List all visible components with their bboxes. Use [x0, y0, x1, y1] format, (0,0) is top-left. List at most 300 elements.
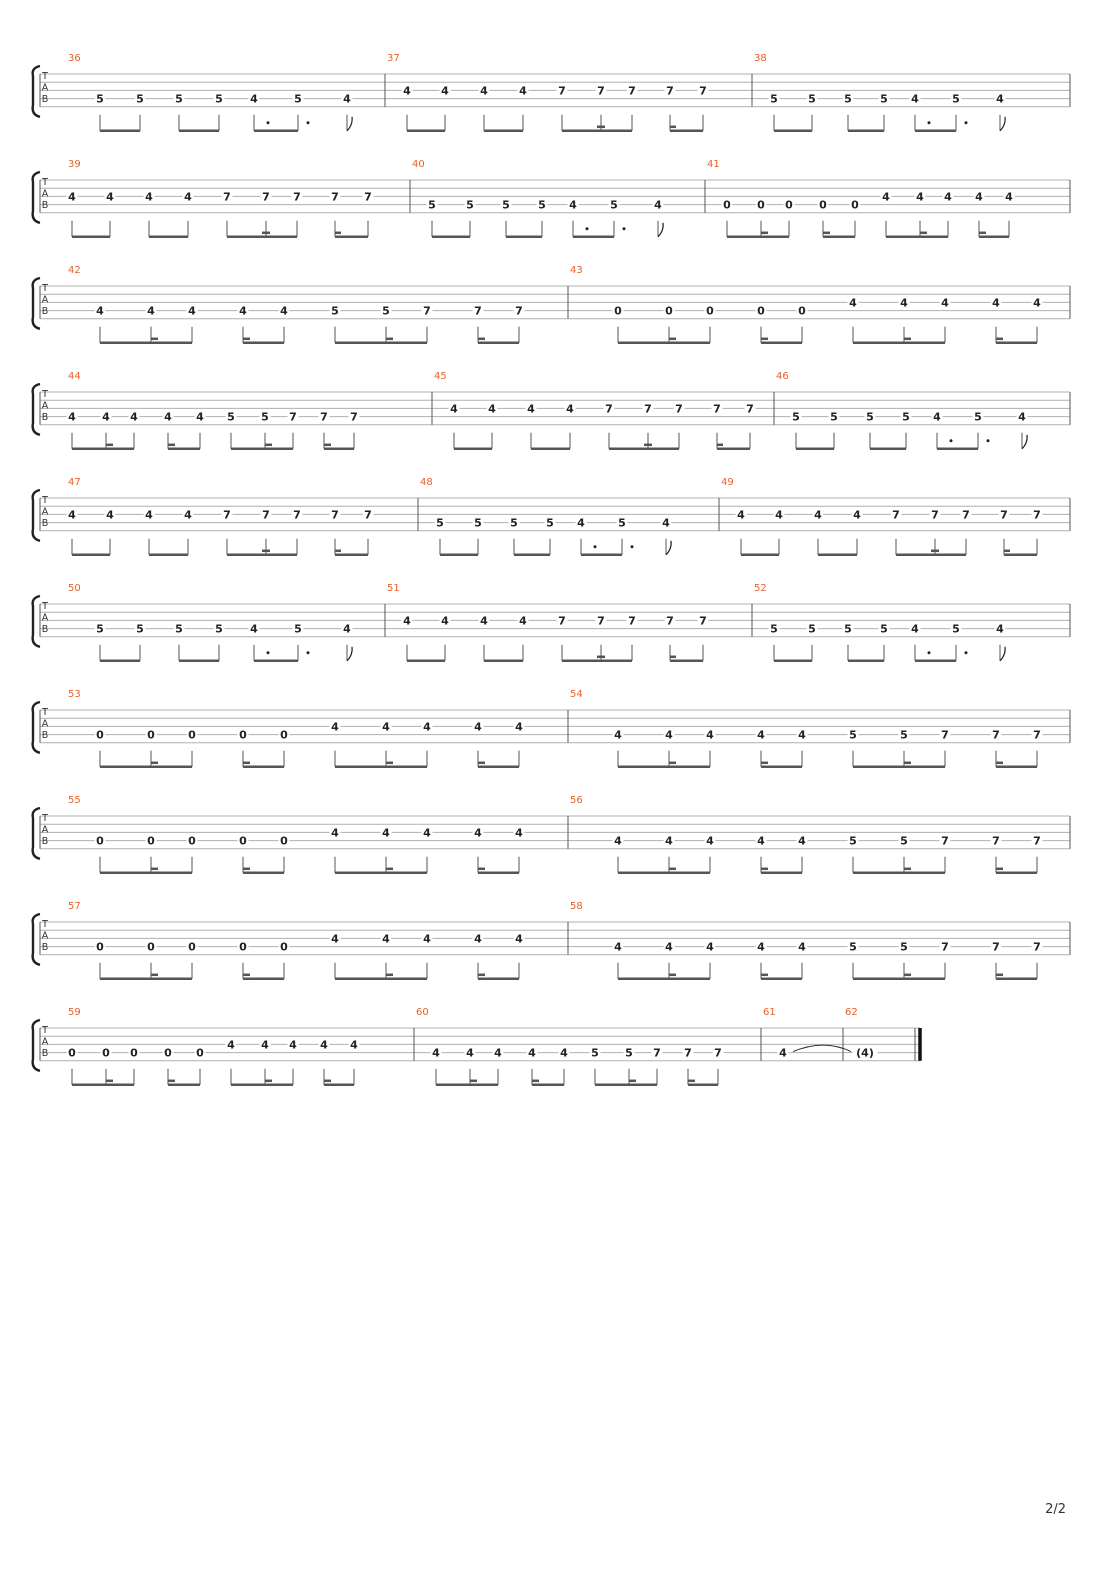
fret-number: 4	[665, 728, 673, 742]
fret-number: 4	[941, 296, 949, 310]
fret-number: 7	[605, 402, 613, 416]
fret-number: 7	[746, 402, 754, 416]
fret-number: 4	[519, 84, 527, 98]
tab-clef-letter: T	[42, 813, 48, 824]
fret-number: 5	[175, 622, 183, 636]
rhythm-dot	[631, 545, 634, 548]
fret-number: 4	[184, 190, 192, 204]
tab-clef-letter: A	[41, 188, 49, 200]
fret-number: 7	[364, 190, 372, 204]
fret-number: 4	[184, 508, 192, 522]
fret-number: 4	[68, 190, 76, 204]
fret-number: (4)	[856, 1046, 874, 1060]
fret-number: 7	[699, 84, 707, 98]
fret-number: 5	[428, 198, 436, 212]
rhythm-dot	[965, 651, 968, 654]
fret-number: 7	[992, 728, 1000, 742]
rhythm-dot	[267, 121, 270, 124]
fret-number: 4	[527, 402, 535, 416]
fret-number: 7	[1033, 834, 1041, 848]
tab-clef-letter: B	[41, 836, 49, 847]
fret-number: 0	[665, 304, 673, 318]
fret-number: 5	[902, 410, 910, 424]
fret-number: 4	[432, 1046, 440, 1060]
tab-clef-letter: A	[41, 294, 49, 306]
fret-number: 7	[331, 190, 339, 204]
system-bracket	[33, 702, 40, 753]
tab-clef-letter: A	[41, 718, 49, 730]
fret-number: 5	[136, 92, 144, 106]
fret-number: 0	[280, 940, 288, 954]
fret-number: 4	[665, 834, 673, 848]
fret-number: 5	[510, 516, 518, 530]
fret-number: 4	[68, 508, 76, 522]
fret-number: 4	[145, 190, 153, 204]
fret-number: 7	[992, 834, 1000, 848]
fret-number: 7	[223, 508, 231, 522]
fret-number: 4	[480, 84, 488, 98]
fret-number: 4	[130, 410, 138, 424]
fret-number: 5	[294, 622, 302, 636]
fret-number: 4	[911, 92, 919, 106]
fret-number: 0	[723, 198, 731, 212]
fret-number: 5	[591, 1046, 599, 1060]
fret-number: 4	[706, 834, 714, 848]
fret-number: 4	[382, 826, 390, 840]
fret-number: 4	[569, 198, 577, 212]
fret-number: 5	[474, 516, 482, 530]
fret-number: 4	[250, 92, 258, 106]
fret-number: 7	[423, 304, 431, 318]
measure-number: 49	[721, 477, 734, 488]
measure-number: 40	[412, 159, 425, 170]
fret-number: 0	[68, 1046, 76, 1060]
tab-clef-letter: A	[41, 82, 49, 94]
fret-number: 5	[900, 834, 908, 848]
tab-clef-letter: T	[42, 283, 48, 294]
fret-number: 4	[488, 402, 496, 416]
fret-number: 5	[849, 728, 857, 742]
rhythm-dot	[623, 227, 626, 230]
fret-number: 4	[480, 614, 488, 628]
fret-number: 4	[466, 1046, 474, 1060]
measure-number: 46	[776, 371, 789, 382]
fret-number: 4	[68, 410, 76, 424]
note-flag	[658, 223, 663, 237]
fret-number: 0	[851, 198, 859, 212]
fret-number: 4	[779, 1046, 787, 1060]
fret-number: 4	[900, 296, 908, 310]
fret-number: 4	[102, 410, 110, 424]
tab-clef-letter: A	[41, 612, 49, 624]
tab-clef-letter: A	[41, 1036, 49, 1048]
measure-number: 50	[68, 583, 81, 594]
fret-number: 4	[528, 1046, 536, 1060]
fret-number: 0	[188, 834, 196, 848]
fret-number: 5	[136, 622, 144, 636]
fret-number: 7	[1033, 508, 1041, 522]
fret-number: 4	[196, 410, 204, 424]
tab-clef-letter: T	[42, 919, 48, 930]
tab-clef-letter: B	[41, 518, 49, 529]
note-flag	[347, 647, 352, 661]
tab-clef-letter: A	[41, 930, 49, 942]
fret-number: 5	[880, 622, 888, 636]
fret-number: 4	[320, 1038, 328, 1052]
tie-arc	[793, 1045, 851, 1052]
fret-number: 5	[610, 198, 618, 212]
measure-number: 59	[68, 1007, 81, 1018]
fret-number: 0	[188, 728, 196, 742]
measure-number: 57	[68, 901, 81, 912]
measure-number: 58	[570, 901, 583, 912]
tab-clef-letter: B	[41, 200, 49, 211]
fret-number: 4	[757, 728, 765, 742]
rhythm-dot	[594, 545, 597, 548]
fret-number: 4	[96, 304, 104, 318]
page-number: 2/2	[1045, 1502, 1066, 1517]
fret-number: 4	[423, 932, 431, 946]
fret-number: 5	[546, 516, 554, 530]
measure-number: 54	[570, 689, 583, 700]
tab-clef-letter: B	[41, 624, 49, 635]
fret-number: 0	[280, 834, 288, 848]
rhythm-dot	[307, 121, 310, 124]
fret-number: 4	[775, 508, 783, 522]
fret-number: 4	[106, 508, 114, 522]
measure-number: 38	[754, 53, 767, 64]
fret-number: 4	[996, 92, 1004, 106]
fret-number: 7	[262, 508, 270, 522]
fret-number: 4	[665, 940, 673, 954]
fret-number: 4	[798, 940, 806, 954]
fret-number: 7	[223, 190, 231, 204]
fret-number: 7	[1000, 508, 1008, 522]
fret-number: 4	[849, 296, 857, 310]
fret-number: 0	[819, 198, 827, 212]
measure-number: 39	[68, 159, 81, 170]
system-bracket	[33, 172, 40, 223]
rhythm-dot	[307, 651, 310, 654]
fret-number: 5	[215, 92, 223, 106]
fret-number: 4	[423, 826, 431, 840]
fret-number: 4	[350, 1038, 358, 1052]
fret-number: 7	[714, 1046, 722, 1060]
note-flag	[1022, 435, 1027, 449]
fret-number: 4	[798, 834, 806, 848]
fret-number: 4	[1005, 190, 1013, 204]
fret-number: 4	[515, 720, 523, 734]
fret-number: 4	[882, 190, 890, 204]
note-flag	[1000, 117, 1005, 131]
fret-number: 7	[262, 190, 270, 204]
fret-number: 4	[423, 720, 431, 734]
fret-number: 0	[785, 198, 793, 212]
fret-number: 4	[494, 1046, 502, 1060]
fret-number: 7	[289, 410, 297, 424]
fret-number: 5	[294, 92, 302, 106]
rhythm-dot	[965, 121, 968, 124]
measure-number: 36	[68, 53, 81, 64]
fret-number: 7	[653, 1046, 661, 1060]
fret-number: 4	[343, 92, 351, 106]
tab-clef-letter: B	[41, 942, 49, 953]
fret-number: 4	[147, 304, 155, 318]
fret-number: 0	[706, 304, 714, 318]
fret-number: 4	[227, 1038, 235, 1052]
fret-number: 4	[441, 84, 449, 98]
fret-number: 7	[293, 508, 301, 522]
fret-number: 5	[952, 92, 960, 106]
fret-number: 4	[343, 622, 351, 636]
fret-number: 5	[952, 622, 960, 636]
fret-number: 4	[1018, 410, 1026, 424]
fret-number: 0	[96, 834, 104, 848]
fret-number: 4	[614, 728, 622, 742]
fret-number: 0	[102, 1046, 110, 1060]
fret-number: 0	[239, 940, 247, 954]
fret-number: 4	[757, 834, 765, 848]
fret-number: 7	[628, 614, 636, 628]
fret-number: 7	[892, 508, 900, 522]
fret-number: 7	[515, 304, 523, 318]
tab-clef-letter: B	[41, 94, 49, 105]
fret-number: 7	[992, 940, 1000, 954]
fret-number: 4	[450, 402, 458, 416]
note-flag	[347, 117, 352, 131]
fret-number: 0	[614, 304, 622, 318]
fret-number: 5	[466, 198, 474, 212]
fret-number: 0	[164, 1046, 172, 1060]
fret-number: 0	[239, 834, 247, 848]
fret-number: 7	[350, 410, 358, 424]
fret-number: 4	[515, 826, 523, 840]
fret-number: 4	[188, 304, 196, 318]
fret-number: 5	[900, 940, 908, 954]
fret-number: 4	[515, 932, 523, 946]
fret-number: 7	[558, 614, 566, 628]
fret-number: 4	[289, 1038, 297, 1052]
fret-number: 7	[364, 508, 372, 522]
fret-number: 5	[866, 410, 874, 424]
fret-number: 5	[215, 622, 223, 636]
system-bracket	[33, 66, 40, 117]
fret-number: 0	[280, 728, 288, 742]
fret-number: 5	[382, 304, 390, 318]
measure-number: 52	[754, 583, 767, 594]
measure-number: 53	[68, 689, 81, 700]
fret-number: 4	[814, 508, 822, 522]
fret-number: 7	[293, 190, 301, 204]
fret-number: 5	[175, 92, 183, 106]
fret-number: 7	[684, 1046, 692, 1060]
tab-clef-letter: T	[42, 601, 48, 612]
fret-number: 7	[628, 84, 636, 98]
tab-clef-letter: B	[41, 730, 49, 741]
fret-number: 4	[239, 304, 247, 318]
fret-number: 4	[853, 508, 861, 522]
fret-number: 0	[147, 834, 155, 848]
fret-number: 5	[830, 410, 838, 424]
fret-number: 5	[844, 92, 852, 106]
fret-number: 5	[227, 410, 235, 424]
fret-number: 4	[566, 402, 574, 416]
fret-number: 4	[654, 198, 662, 212]
fret-number: 7	[597, 84, 605, 98]
fret-number: 4	[577, 516, 585, 530]
measure-number: 55	[68, 795, 81, 806]
fret-number: 0	[147, 940, 155, 954]
fret-number: 5	[618, 516, 626, 530]
fret-number: 0	[196, 1046, 204, 1060]
fret-number: 4	[331, 932, 339, 946]
fret-number: 4	[261, 1038, 269, 1052]
tab-clef-letter: A	[41, 824, 49, 836]
fret-number: 4	[1033, 296, 1041, 310]
fret-number: 5	[261, 410, 269, 424]
fret-number: 4	[474, 720, 482, 734]
fret-number: 4	[106, 190, 114, 204]
fret-number: 4	[933, 410, 941, 424]
fret-number: 0	[798, 304, 806, 318]
fret-number: 7	[597, 614, 605, 628]
fret-number: 4	[706, 728, 714, 742]
tab-clef-letter: T	[42, 1025, 48, 1036]
tab-clef-letter: A	[41, 400, 49, 412]
tab-clef-letter: B	[41, 306, 49, 317]
fret-number: 7	[666, 614, 674, 628]
fret-number: 7	[941, 834, 949, 848]
note-flag	[1000, 647, 1005, 661]
fret-number: 4	[916, 190, 924, 204]
fret-number: 0	[96, 728, 104, 742]
fret-number: 7	[1033, 728, 1041, 742]
fret-number: 4	[331, 720, 339, 734]
fret-number: 7	[941, 940, 949, 954]
fret-number: 5	[538, 198, 546, 212]
fret-number: 4	[441, 614, 449, 628]
fret-number: 0	[757, 304, 765, 318]
fret-number: 7	[675, 402, 683, 416]
tab-clef-letter: T	[42, 389, 48, 400]
fret-number: 4	[757, 940, 765, 954]
fret-number: 0	[239, 728, 247, 742]
fret-number: 4	[662, 516, 670, 530]
rhythm-dot	[928, 121, 931, 124]
fret-number: 4	[996, 622, 1004, 636]
fret-number: 0	[130, 1046, 138, 1060]
fret-number: 5	[96, 92, 104, 106]
tab-clef-letter: A	[41, 506, 49, 518]
fret-number: 4	[560, 1046, 568, 1060]
fret-number: 7	[699, 614, 707, 628]
system-bracket	[33, 1020, 40, 1071]
fret-number: 5	[808, 622, 816, 636]
measure-number: 43	[570, 265, 583, 276]
rhythm-dot	[987, 439, 990, 442]
fret-number: 4	[250, 622, 258, 636]
fret-number: 4	[798, 728, 806, 742]
fret-number: 0	[147, 728, 155, 742]
fret-number: 5	[880, 92, 888, 106]
rhythm-dot	[928, 651, 931, 654]
fret-number: 7	[931, 508, 939, 522]
fret-number: 5	[849, 834, 857, 848]
fret-number: 5	[436, 516, 444, 530]
fret-number: 7	[474, 304, 482, 318]
fret-number: 7	[558, 84, 566, 98]
fret-number: 4	[382, 720, 390, 734]
fret-number: 4	[614, 834, 622, 848]
tab-clef-letter: B	[41, 1048, 49, 1059]
measure-number: 56	[570, 795, 583, 806]
measure-number: 42	[68, 265, 81, 276]
fret-number: 5	[844, 622, 852, 636]
rhythm-dot	[950, 439, 953, 442]
tab-clef-letter: T	[42, 71, 48, 82]
system-bracket	[33, 596, 40, 647]
fret-number: 4	[164, 410, 172, 424]
fret-number: 7	[331, 508, 339, 522]
measure-number: 41	[707, 159, 720, 170]
system-bracket	[33, 490, 40, 541]
note-flag	[666, 541, 671, 555]
fret-number: 0	[96, 940, 104, 954]
fret-number: 7	[666, 84, 674, 98]
fret-number: 5	[96, 622, 104, 636]
measure-number: 60	[416, 1007, 429, 1018]
measure-number: 62	[845, 1007, 858, 1018]
fret-number: 4	[614, 940, 622, 954]
fret-number: 4	[519, 614, 527, 628]
fret-number: 5	[900, 728, 908, 742]
fret-number: 7	[962, 508, 970, 522]
fret-number: 5	[808, 92, 816, 106]
tab-clef-letter: T	[42, 707, 48, 718]
fret-number: 7	[713, 402, 721, 416]
fret-number: 4	[331, 826, 339, 840]
fret-number: 4	[403, 84, 411, 98]
fret-number: 5	[849, 940, 857, 954]
system-bracket	[33, 914, 40, 965]
fret-number: 7	[941, 728, 949, 742]
tab-clef-letter: T	[42, 495, 48, 506]
measure-number: 37	[387, 53, 400, 64]
fret-number: 0	[757, 198, 765, 212]
fret-number: 4	[145, 508, 153, 522]
rhythm-dot	[586, 227, 589, 230]
fret-number: 7	[320, 410, 328, 424]
tab-clef-letter: T	[42, 177, 48, 188]
fret-number: 5	[331, 304, 339, 318]
system-bracket	[33, 808, 40, 859]
fret-number: 4	[992, 296, 1000, 310]
fret-number: 4	[474, 932, 482, 946]
fret-number: 4	[382, 932, 390, 946]
measure-number: 44	[68, 371, 81, 382]
fret-number: 4	[706, 940, 714, 954]
measure-number: 61	[763, 1007, 776, 1018]
measure-number: 51	[387, 583, 400, 594]
rhythm-dot	[267, 651, 270, 654]
tab-clef-letter: B	[41, 412, 49, 423]
fret-number: 4	[280, 304, 288, 318]
fret-number: 7	[644, 402, 652, 416]
fret-number: 5	[792, 410, 800, 424]
measure-number: 47	[68, 477, 81, 488]
fret-number: 0	[188, 940, 196, 954]
fret-number: 4	[975, 190, 983, 204]
